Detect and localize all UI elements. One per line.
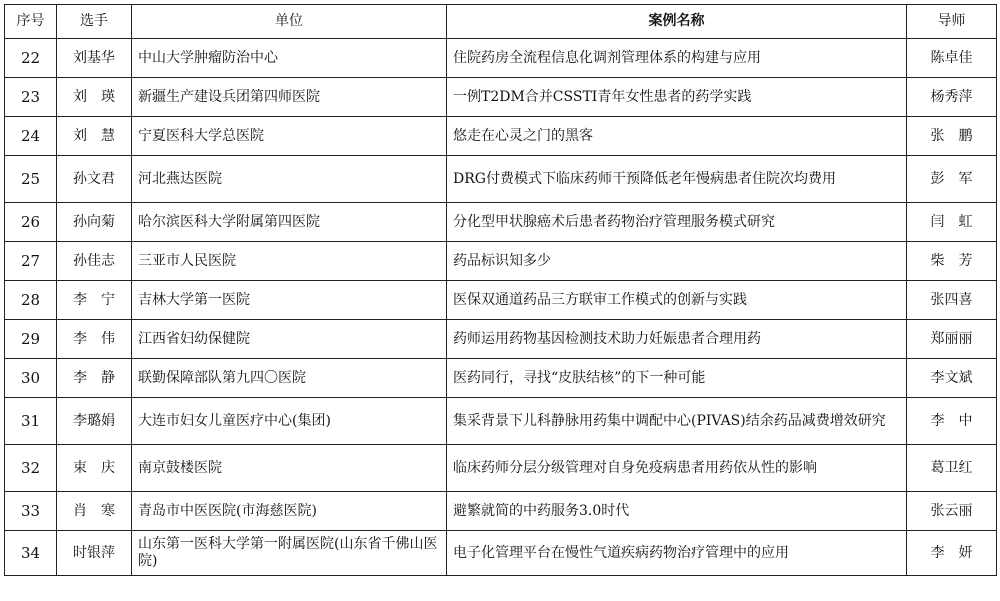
table-row (5, 359, 997, 398)
row-case: 药品标识知多少 (447, 242, 907, 281)
row-unit: 山东第一医科大学第一附属医院(山东省千佛山医院) (132, 531, 447, 576)
row-unit: 哈尔滨医科大学附属第四医院 (132, 203, 447, 242)
row-unit: 联勤保障部队第九四〇医院 (132, 359, 447, 398)
table-row (5, 156, 997, 203)
row-unit: 江西省妇幼保健院 (132, 320, 447, 359)
row-player: 李 宁 (57, 281, 132, 320)
row-mentor: 李 中 (907, 398, 997, 445)
row-case: 避繁就简的中药服务3.0时代 (447, 492, 907, 531)
row-player: 束 庆 (57, 445, 132, 492)
row-case: 住院药房全流程信息化调剂管理体系的构建与应用 (447, 39, 907, 78)
row-player: 肖 寒 (57, 492, 132, 531)
header-unit: 单位 (132, 5, 447, 39)
row-case: 医药同行，寻找“皮肤结核”的下一种可能 (447, 359, 907, 398)
row-case: 一例T2DM合并CSSTI青年女性患者的药学实践 (447, 78, 907, 117)
header-row (5, 5, 997, 39)
row-case: 医保双通道药品三方联审工作模式的创新与实践 (447, 281, 907, 320)
row-num: 25 (5, 156, 57, 203)
row-player: 刘 瑛 (57, 78, 132, 117)
table-row (5, 242, 997, 281)
row-unit: 河北燕达医院 (132, 156, 447, 203)
row-num: 23 (5, 78, 57, 117)
header-player: 选手 (57, 5, 132, 39)
row-player: 李璐娟 (57, 398, 132, 445)
header-num: 序号 (5, 5, 57, 39)
table-row (5, 398, 997, 445)
table-row (5, 320, 997, 359)
row-mentor: 张云丽 (907, 492, 997, 531)
row-mentor: 柴 芳 (907, 242, 997, 281)
row-player: 时银萍 (57, 531, 132, 576)
row-num: 33 (5, 492, 57, 531)
row-player: 刘 慧 (57, 117, 132, 156)
header-case: 案例名称 (447, 5, 907, 39)
row-mentor: 杨秀萍 (907, 78, 997, 117)
award-table (4, 4, 997, 576)
row-unit: 宁夏医科大学总医院 (132, 117, 447, 156)
row-mentor: 葛卫红 (907, 445, 997, 492)
table-body (5, 39, 997, 576)
header-mentor: 导师 (907, 5, 997, 39)
row-unit: 南京鼓楼医院 (132, 445, 447, 492)
table-row (5, 39, 997, 78)
row-num: 28 (5, 281, 57, 320)
table-row (5, 445, 997, 492)
table-row (5, 117, 997, 156)
row-unit: 大连市妇女儿童医疗中心(集团) (132, 398, 447, 445)
row-unit: 新疆生产建设兵团第四师医院 (132, 78, 447, 117)
row-num: 30 (5, 359, 57, 398)
row-mentor: 李文斌 (907, 359, 997, 398)
row-mentor: 彭 军 (907, 156, 997, 203)
row-mentor: 李 妍 (907, 531, 997, 576)
row-unit: 三亚市人民医院 (132, 242, 447, 281)
row-num: 22 (5, 39, 57, 78)
row-mentor: 陈卓佳 (907, 39, 997, 78)
row-case: 悠走在心灵之门的黑客 (447, 117, 907, 156)
table-row (5, 78, 997, 117)
row-unit: 中山大学肿瘤防治中心 (132, 39, 447, 78)
row-player: 孙向菊 (57, 203, 132, 242)
row-case: 分化型甲状腺癌术后患者药物治疗管理服务模式研究 (447, 203, 907, 242)
row-mentor: 闫 虹 (907, 203, 997, 242)
row-mentor: 张 鹏 (907, 117, 997, 156)
row-case: 临床药师分层分级管理对自身免疫病患者用药依从性的影响 (447, 445, 907, 492)
row-num: 24 (5, 117, 57, 156)
row-unit: 青岛市中医医院(市海慈医院) (132, 492, 447, 531)
row-player: 李 静 (57, 359, 132, 398)
row-unit: 吉林大学第一医院 (132, 281, 447, 320)
row-player: 李 伟 (57, 320, 132, 359)
row-case: 集采背景下儿科静脉用药集中调配中心(PIVAS)结余药品减费增效研究 (447, 398, 907, 445)
row-num: 32 (5, 445, 57, 492)
table-row (5, 203, 997, 242)
row-num: 29 (5, 320, 57, 359)
table-row (5, 492, 997, 531)
row-mentor: 张四喜 (907, 281, 997, 320)
row-player: 孙佳志 (57, 242, 132, 281)
row-case: DRG付费模式下临床药师干预降低老年慢病患者住院次均费用 (447, 156, 907, 203)
table-row (5, 281, 997, 320)
row-num: 27 (5, 242, 57, 281)
row-case: 药师运用药物基因检测技术助力妊娠患者合理用药 (447, 320, 907, 359)
row-player: 刘基华 (57, 39, 132, 78)
table-row (5, 531, 997, 576)
row-case: 电子化管理平台在慢性气道疾病药物治疗管理中的应用 (447, 531, 907, 576)
row-num: 34 (5, 531, 57, 576)
row-player: 孙文君 (57, 156, 132, 203)
row-num: 31 (5, 398, 57, 445)
row-num: 26 (5, 203, 57, 242)
row-mentor: 郑丽丽 (907, 320, 997, 359)
